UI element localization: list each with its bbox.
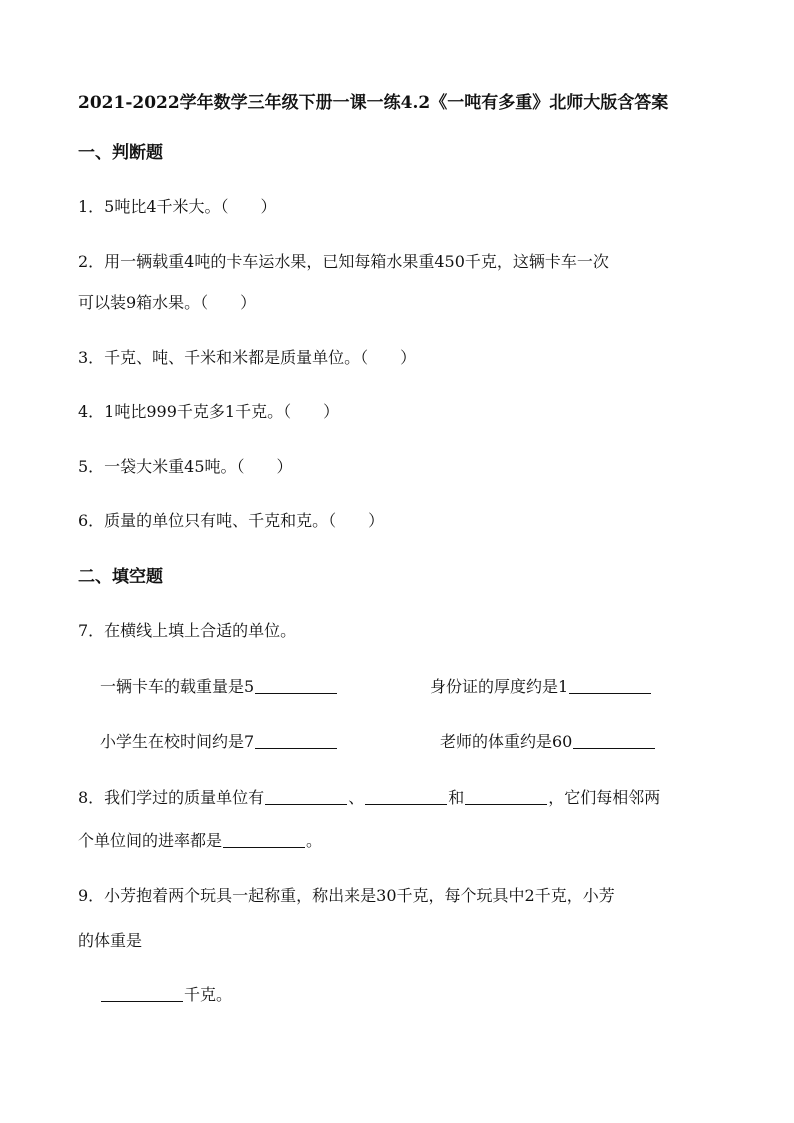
question-7d-text: 老师的体重约是60	[440, 732, 573, 751]
answer-blank[interactable]	[573, 732, 655, 749]
question-7b-text: 身份证的厚度约是1	[430, 677, 569, 696]
question-8-tail: ，它们每相邻两	[548, 788, 661, 807]
answer-blank[interactable]	[255, 732, 337, 749]
question-5: 5．一袋大米重45吨。（ ）	[78, 457, 293, 476]
question-2-line-1: 2．用一辆载重4吨的卡车运水果，已知每箱水果重450千克，这辆卡车一次	[78, 252, 609, 271]
question-2-line-2: 可以装9箱水果。（ ）	[78, 293, 257, 312]
question-8-text: 8．我们学过的质量单位有	[78, 788, 265, 807]
question-4: 4．1吨比999千克多1千克。（ ）	[78, 402, 340, 421]
page-title: 2021-2022学年数学三年级下册一课一练4.2《一吨有多重》北师大版含答案	[78, 93, 669, 113]
question-6: 6．质量的单位只有吨、千克和克。（ ）	[78, 511, 385, 530]
answer-blank[interactable]	[255, 677, 337, 694]
question-1: 1．5吨比4千米大。（ ）	[78, 197, 277, 216]
question-7c	[100, 731, 338, 753]
question-7a-text: 一辆卡车的载重量是5	[100, 677, 255, 696]
question-7b	[430, 676, 652, 698]
question-7: 7．在横线上填上合适的单位。	[78, 621, 297, 640]
question-9-line-1: 9．小芳抱着两个玩具一起称重，称出来是30千克，每个玩具中2千克，小芳	[78, 886, 615, 905]
answer-blank[interactable]	[465, 788, 547, 805]
question-9-line-2: 的体重是	[78, 931, 143, 950]
question-9-unit: 千克。	[184, 985, 233, 1004]
question-8-end: 。	[306, 831, 323, 850]
section-heading-fill-in: 二、填空题	[78, 567, 163, 587]
answer-blank[interactable]	[101, 985, 183, 1002]
separator: 、	[348, 788, 365, 807]
section-heading-judgement: 一、判断题	[78, 143, 163, 163]
question-3: 3．千克、吨、千米和米都是质量单位。（ ）	[78, 348, 417, 367]
answer-blank[interactable]	[365, 788, 447, 805]
question-7c-text: 小学生在校时间约是7	[100, 732, 255, 751]
question-8-line-2-text: 个单位间的进率都是	[78, 831, 223, 850]
question-7d	[440, 731, 656, 753]
answer-blank[interactable]	[223, 831, 305, 848]
question-9-line-3	[100, 984, 232, 1006]
question-8-line-2	[78, 830, 322, 852]
answer-blank[interactable]	[569, 677, 651, 694]
question-7a	[100, 676, 338, 698]
separator: 和	[448, 788, 465, 807]
question-8-line-1	[78, 787, 660, 809]
answer-blank[interactable]	[265, 788, 347, 805]
